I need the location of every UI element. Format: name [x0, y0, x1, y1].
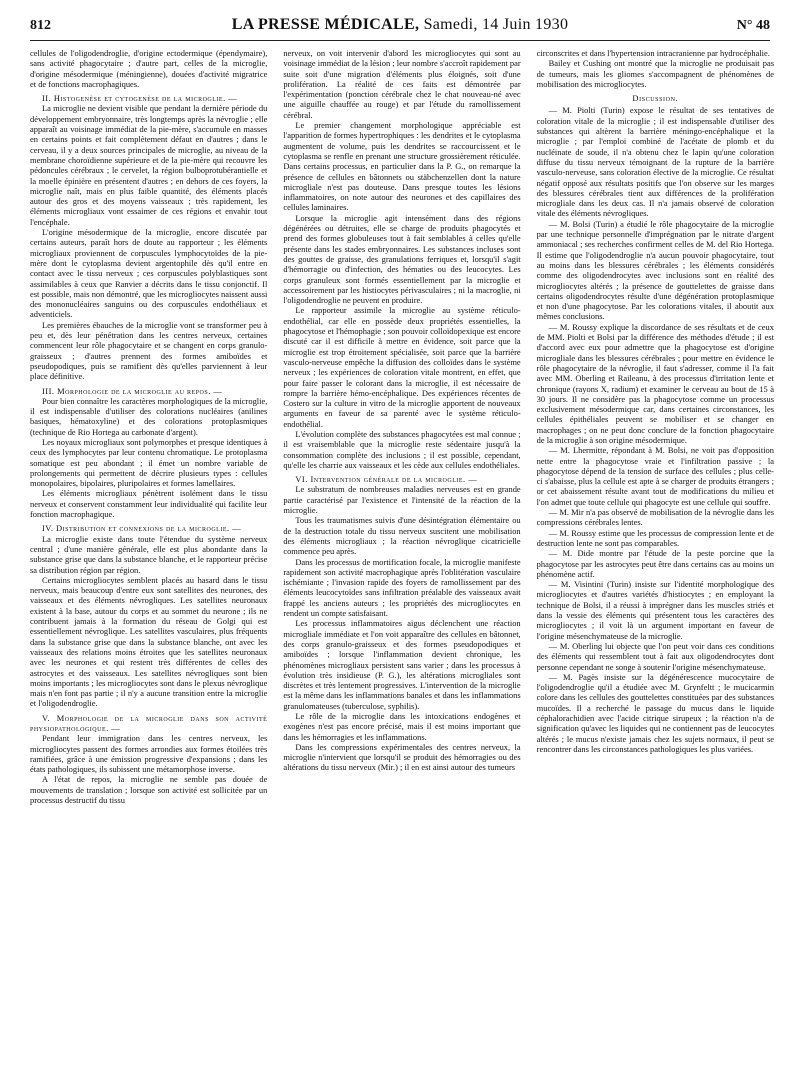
section-heading: V. Morphologie de la microglie dans son activité physiopathologique. — [30, 712, 268, 733]
journal-name: LA PRESSE MÉDICALE, [231, 16, 420, 33]
discussion-paragraph: — M. Roussy estime que les processus de compression lente et de destruction lente ne sont pas comparables. [536, 527, 774, 548]
column-1 [30, 48, 267, 1066]
article-columns [30, 48, 774, 1066]
paragraph: A l'état de repos, la microglie ne semble pas douée de mouvements de translation ; lorsque son activité est sollicitée par un processus destructif du tissu [30, 774, 268, 806]
paragraph: L'évolution complète des substances phagocytées est mal connue ; il est vraisemblable que la microglie reste sédentaire jusqu'à la consommation complète des inclusions ; il est possible, cependant, qu'elle les charrie aux vaisseaux et les cède aux cellules endothéliales. [283, 428, 521, 470]
section-heading: III. Morphologie de la microglie au repos. — [42, 385, 223, 396]
paragraph: nerveux, on voit intervenir d'abord les microgliocytes qui sont au voisinage immédiat de la lésion ; leur nombre s'accroît rapidement par suite soit d'une migration d'éléments plus éloignés, soit d'une prolifération. La réalité de ces faits est démontrée par l'expérimentation (ponction cérébrale chez le chat nouveau-né avec une aiguille chauffée au rouge) et par l'étude du ramollissement cérébral. [283, 48, 521, 120]
paragraph: Le rapporteur assimile la microglie au système réticulo-endothélial, car elle en possède deux propriétés essentielles, la phagocytose et l'hémophagie ; son pouvoir colloïdopexique est encore discuté car il est difficile à mettre en évidence, soit parce que la microglie est trop étroitement spécialisée, soit parce que la barrière vasculo-nerveuse empêche la diffusion des colloïdes dans le système nerveux ; les expériences de coloration vitale montrent, en effet, que pour faire passer le colorant dans la microglie, il est nécessaire de rompre la barrière hémo-encéphalique. Des expériences récentes de Costero sur la culture in vitro de la microglie apportent de nouveaux arguments en faveur de sa parenté avec le système réticulo-endothélial. [283, 305, 521, 429]
paragraph: Les premières ébauches de la microglie vont se transformer peu à peu et, dès leur pénétration dans les centres nerveux, certaines commencent leur rôle phagocytaire et se changent en corps granulo-graisseux ; d'autres prennent des formes amiboïdes et pseudopodiques, puis se ramifient dès qu'elles parviennent à leur place définitive. [30, 319, 268, 382]
discussion-paragraph: — M. Lhermitte, répondant à M. Bolsi, ne voit pas d'opposition nette entre la phagocytose vraie et l'infiltration passive ; la phagocytose dépend de la tension de surface des cellules ; plus celle-ci s'abaisse, plus la cellule est apte à se charger de produits étrangers ; or cet abaissement résulte avant tout de modifications du milieu et l'on admet que toute cellule qui phagocyte est une cellule qui souffre. [536, 445, 774, 507]
paragraph: Bailey et Cushing ont montré que la microglie ne produisait pas de tumeurs, mais les gliomes s'accompagnent de phénomènes de mobilisation des microgliocytes. [536, 58, 774, 89]
discussion-paragraph: — M. Piolti (Turin) expose le résultat de ses tentatives de coloration vitale de la microglie ; il est indispensable d'utiliser des substances qui altèrent la barrière méningo-encéphalique et la microglie ; par l'emploi combiné de l'acétate de plomb et du nucléinate de soude, il n'a obtenu chez le lapin qu'une coloration diffuse du tissu nerveux témoignant de la rupture de la barrière vasculo-nerveuse, sans coloration élective de la microglie. Ce résultat négatif opposé aux résultats positifs que l'on observe sur les marges des blessures cérébrales tient aux différences de la prolifération microgliale dans les deux cas. Il n'a jamais observé de coloration vitale des éléments névrogliques. [536, 105, 774, 219]
discussion-paragraph: — M. Bolsi (Turin) a étudié le rôle phagocytaire de la microglie par une technique personnelle d'imprégnation par le nitrate d'argent ammoniacal ; ses recherches confirment celles de M. del Rio Hortega. Il estime que l'oligodendroglie n'a aucun pouvoir phagocytaire, tout au moins dans les blessures cérébrales ; les éléments considérés comme des oligodendrocytes avec inclusions sont en réalité des microgliocytes altérés ; la présence de gouttelettes de graisse dans certains oligodendrocytes résulte d'une dégénération protoplasmique et non d'une phagocytose. Par les colorations vitales, il aboutit aux mêmes conclusions. [536, 218, 774, 322]
paragraph: Le rôle de la microglie dans les intoxications endogènes et exogènes n'est pas encore précisé, mais il est moins important que dans les hémorragies et les inflammations. [283, 711, 521, 742]
paragraph: Dans les processus de mortification focale, la microglie manifeste rapidement son activité macrophagique après l'oblitération vasculaire ischémiante ; l'invasion rapide des foyers de ramollissement par des éléments leucocytoïdes sans infiltration préalable des vaisseaux avait frappé les anciens auteurs ; les propriétés des microgliocytes en rendent un compte satisfaisant. [283, 556, 521, 619]
discussion-paragraph: — M. Roussy explique la discordance de ses résultats et de ceux de MM. Piolti et Bolsi par la différence des méthodes d'étude ; il est d'accord avec eux pour admettre que la phagocytose est d'origine microgliale dans les blessures cérébrales ; pour mettre en évidence le rôle phagocytaire de la névroglie, il faut s'adresser, comme il l'a fait avec MM. Oberling et Raileanu, à des processus d'irritation lente et chronique (rayons X, radium) et examiner le cerveau au bout de 15 à 30 jours. Il ne considère pas la phagocytose comme un processus exclusivement mésodermique car, dans certaines circonstances, les cellules épithéliales peuvent se mobiliser et se changer en macrophages ; on ne peut donc conclure de la fonction phagocytaire de la microglie à son origine mésodermique. [536, 321, 774, 445]
page-number: 812 [30, 18, 51, 33]
paragraph: circonscrites et dans l'hypertension intracranienne par hydrocéphalie. [536, 48, 770, 58]
discussion-paragraph: — M. Oberling lui objecte que l'on peut voir dans ces conditions des éléments qui ressemblent tout à fait aux oligodendrocytes dont personne cependant ne songe à soutenir l'origine mésenchymateuse. [536, 640, 774, 672]
discussion-paragraph: — M. Mir n'a pas observé de mobilisation de la névroglie dans les compressions cérébrales lentes. [536, 507, 774, 528]
issue-date: Samedi, 14 Juin 1930 [423, 16, 569, 33]
discussion-paragraph: — M. Pagès insiste sur la dégénérescence mucocytaire de l'oligodendroglie qu'il a étudiée avec M. Grynfeltt ; le mucicarmin colore dans les cellules des gouttelettes constituées par des substances mucoïdes. Il a recherché le passage du mucus dans le liquide céphalorachidien avec l'acide citrique sirupeux ; la réaction n'a de signification qu'avec les liquides qui ne contiennent pas de leucocytes altérés ; le mucus n'existe jamais chez les sujets normaux, il peut se rencontrer dans les circonstances pathologiques les plus variées. [536, 671, 774, 754]
paragraph: Pour bien connaître les caractères morphologiques de la microglie, il est indispensable d'utiliser des colorations nucléaires (anilines basiques, hématoxyline) et des colorations protoplasmiques (technique de Rio Hortega au carbonate d'argent). [30, 395, 268, 437]
column-3 [537, 48, 774, 1066]
paragraph: Le substratum de nombreuses maladies nerveuses est en grande partie caractérisé par l'existence et l'intensité de la réaction de la microglie. [283, 484, 521, 516]
paragraph: cellules de l'oligodendroglie, d'origine ectodermique (épendymaire), sans activité phagocytaire ; d'autre part, celles de la microglie, d'origine mésodermique (méningienne), douées d'activité migratrice et de fonctions macrophagiques. [30, 48, 268, 89]
paragraph: L'origine mésodermique de la microglie, encore discutée par certains auteurs, paraît hors de doute au rapporteur ; les éléments microgliaux proviennent de corpuscules lymphocytoïdes de la pie-mère dont le cytoplasma devient argentophile dès qu'il entre en contact avec le tissu nerveux ; ces corpuscules polyblastiques sont assimilables à ceux que Ranvier a décrits dans le tissu conjonctif. Il est possible, mais non démontré, que les microgliocytes naissent aussi des mononucléaires sanguins ou des corpuscules endothéliaux et adventiciels. [30, 227, 268, 320]
section-heading: VI. Intervention générale de la microglie. — [295, 474, 478, 485]
paragraph: Lorsque la microglie agit intensément dans des régions dégénérées ou détruites, elle se charge de produits phagocytés et prend des formes globuleuses tout à fait semblables à celles qu'elle présente dans les stades embryonnaires. Les substances incluses sont des gouttes de graisse, des granulations ferriques et, lorsqu'il s'agit d'hémorragie ou d'infection, des hématies ou des leucocytes. Les corps granuleux sont formés essentiellement par la microglie et accessoirement par les histiocytes périvasculaires ; ni la macroglie, ni l'oligodendroglie ne peuvent en produire. [283, 212, 521, 306]
paragraph: La microglie existe dans toute l'étendue du système nerveux central ; d'une manière générale, elle est plus abondante dans la substance grise que dans la substance blanche, et le rapporteur précise sa distribution région par région. [30, 533, 268, 575]
paragraph: Les processus inflammatoires aigus déclenchent une réaction microgliale immédiate et l'on voit apparaître des cellules en bâtonnet, des corps granulo-graisseux et des formes pseudopodiques et amiboïdes ; lorsque l'inflammation devient chronique, les phénomènes microgliaux persistent sans varier ; dans les processus à évolution très insidieuse (P. G.), les altérations microgliales sont discrètes et très lentement progressives. L'intervention de la microglie est la même dans les inflammations banales et dans les inflammations granulomateuses (tuberculose, syphilis). [283, 618, 521, 711]
section-heading: IV. Distribution et connexions de la microglie. — [42, 523, 242, 534]
paragraph: Les éléments microgliaux pénètrent isolément dans le tissu nerveux et conservent constamment leur individualité qui facilite leur fonction macrophagique. [30, 488, 268, 520]
section-heading: II. Histogenèse et cytogenèse de la microglie. — [42, 93, 238, 104]
page-header [30, 16, 770, 41]
paragraph: Certains microgliocytes semblent placés au hasard dans le tissu nerveux, mais beaucoup d'entre eux sont satellites des neurones, des vaisseaux et des éléments névrogliques. Les satellites neuronaux existent à la base, autour du corps et au sommet du neurone ; ils ne contribuent jamais à la formation du réseau de Golgi qui est essentiellement névroglique. Les satellites vasculaires, plus fréquents dans la substance grise que dans la substance blanche, ont avec les vaisseaux des relations moins étroites que les satellites neuronaux avec les neurones et qui restent très différentes de celles des astrocytes et des vaisseaux. Les satellites névrogliques sont bien moins importants ; les microgliocytes sont dans le plexus névroglique mais n'en font pas partie ; il n'y a aucune transition entre la microglie et l'oligodendroglie. [30, 574, 268, 709]
column-2 [283, 48, 520, 1066]
issue-number: N° 48 [736, 18, 770, 33]
paragraph: Les noyaux microgliaux sont polymorphes et presque identiques à ceux des lymphocytes par leur contenu chromatique. Le protoplasma somatique est peu abondant ; il émet un nombre variable de prolongements qui permettent de décrire plusieurs types : cellules monopolaires, bipolaires, pluripolaires et formes lamellaires. [30, 436, 268, 489]
journal-title-line [30, 16, 770, 34]
paragraph: Dans les compressions expérimentales des centres nerveux, la microglie n'intervient que lorsqu'il se produit des hémorragies ou des altérations du tissu nerveux (Mir.) ; il en est ainsi autour des tumeurs [283, 741, 521, 773]
discussion-paragraph: — M. Visintini (Turin) insiste sur l'identité morphologique des microgliocytes et d'autres variétés d'histiocytes ; en employant la technique de Bolsi, il a réussi à imprégner dans les muscles striés et dans la vessie des éléments qui présentent tous les caractères des microgliocytes ; il voit là un argument important en faveur de l'origine mésenchymateuse de la microglie. [536, 579, 774, 641]
paragraph: Tous les traumatismes suivis d'une désintégration élémentaire ou de la destruction totale du tissu nerveux suscitent une mobilisation des éléments microgliaux ; la réaction névroglique cicatricielle commence peu après. [283, 515, 521, 557]
paragraph: Le premier changement morphologique appréciable est l'apparition de formes hypertrophiques : les dendrites et le cytoplasma augmentent de volume, puis les dendrites se raccourcissent et le cytoplasma se renfle en prenant une structure grossièrement réticulée. Dans certains processus, en particulier dans la P. G., on remarque la présence de cellules en bâtonnets ou stäbchenzellen dont la nature microgliale n'est pas douteuse. Dans presque toutes les lésions inflammatoires, on note autour des neurones et des capillaires des cellules laminaires. [283, 120, 521, 213]
discussion-heading: Discussion. [632, 93, 679, 104]
paragraph: Pendant leur immigration dans les centres nerveux, les microgliocytes passent des formes arrondies aux formes étoilées très ramifiées, grâce à une émission progressive d'expansions ; dans les états pathologiques, ils subissent une métamorphose inverse. [30, 733, 268, 775]
paragraph: La microglie ne devient visible que pendant la dernière période du développement embryonnaire, très longtemps après la névroglie ; elle apparaît au voisinage immédiat de la pie-mère, s'accumule en masses en certains points et fait complètement défaut en d'autres ; dans le cerveau, il y a deux sources principales de microglie, au niveau de la membrane choroïdienne supérieure et de la pie-mère qui recouvre les pédoncules cérébraux ; le cervelet, la région bulboprotubérantielle et la moelle épinière en présentent d'autres ; en dehors de ces foyers, la microglie naît, mais en plus faible quantité, des éléments placés autour des gros et des moyens vaisseaux ; très rapidement, les éléments microgliaux vont essaimer de ces régions et envahir tout l'encéphale. [30, 103, 268, 227]
discussion-paragraph: — M. Dide montre par l'étude de la peste porcine que la phagocytose par les astrocytes peut être dans certains cas au moins un phénomène actif. [536, 548, 774, 579]
